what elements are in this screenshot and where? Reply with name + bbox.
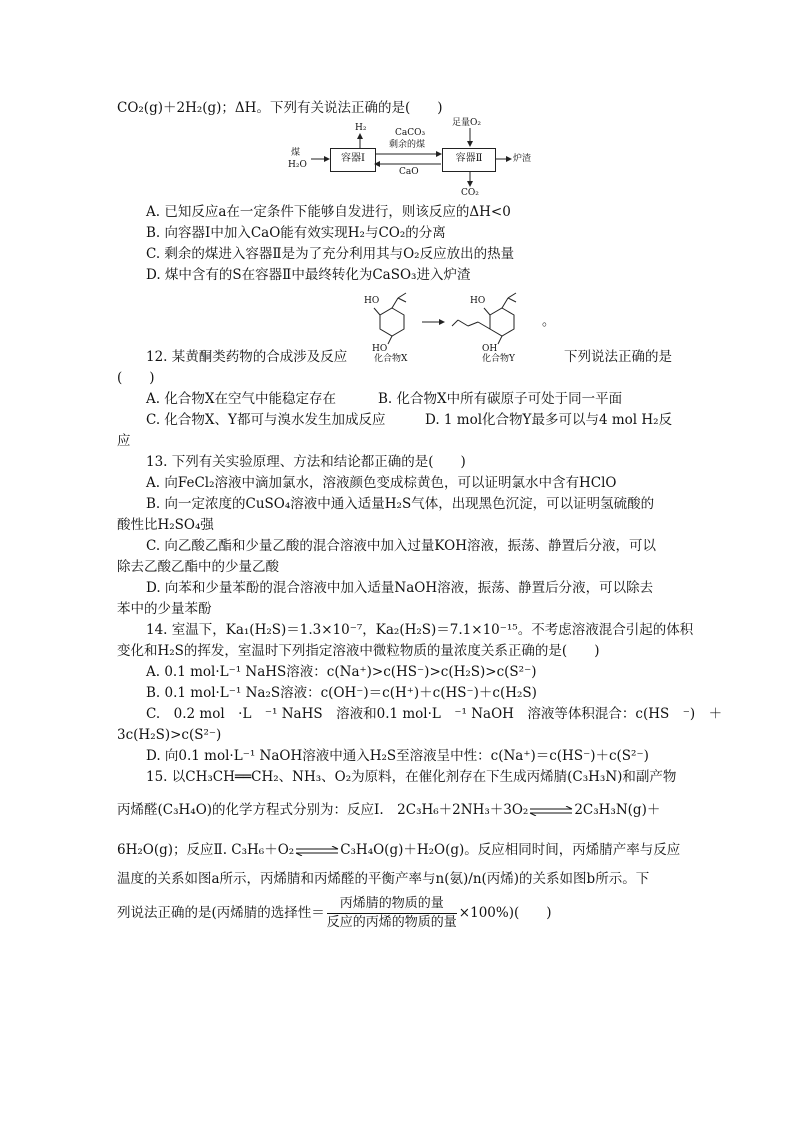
process-diagram <box>285 118 545 200</box>
caco3-label: CaCO₃ <box>395 128 426 138</box>
q14-stem-cont: 变化和H₂S的挥发，室温时下列指定溶液中微粒物质的量浓度关系正确的是( ) <box>117 643 600 659</box>
q15-line-5-right: ×100%)( ) <box>458 905 552 921</box>
co2-output: CO₂ <box>461 188 479 198</box>
label-compound-x: 化合物X <box>374 354 408 364</box>
q12-option-d: D. 1 mol化合物Y最多可以与4 mol H₂反 <box>425 412 673 428</box>
h2-output: H₂ <box>355 123 367 133</box>
q15-reaction-2-right: C₃H₄O(g)＋H₂O(g)。反应相同时间，丙烯腈产率与反应 <box>340 842 681 858</box>
q15-line-5-left: 列说法正确的是(丙烯腈的选择性＝ <box>117 905 325 921</box>
label-compound-y: 化合物Y <box>482 354 515 364</box>
q15-reaction-1 <box>117 800 660 820</box>
q15-reaction-1-right: 2C₃H₃N(g)＋ <box>574 802 661 818</box>
q12-option-a: A. 化合物X在空气中能稳定存在 <box>146 391 336 407</box>
q15-stem: 15. 以CH₃CH══CH₂、NH₃、O₂为原料，在催化剂存在下生成丙烯腈(C₃H₃N)和副产物 <box>146 769 677 785</box>
container-2: 容器Ⅱ <box>442 148 496 172</box>
reaction-scheme <box>352 286 562 364</box>
o2-input: 足量O₂ <box>452 118 481 128</box>
y-oh-bottom: OH <box>482 344 498 354</box>
q14-option-c-cont: 3c(H₂S)>c(S²⁻) <box>117 727 222 743</box>
q11-option-a: A. 已知反应a在一定条件下能够自发进行，则该反应的ΔH<0 <box>146 204 511 220</box>
q13-option-c: C. 向乙酸乙酯和少量乙酸的混合溶液中加入过量KOH溶液，振荡、静置后分液，可以 <box>146 538 656 554</box>
fraction-denominator: 反应的丙烯的物质的量 <box>326 915 457 930</box>
q14-option-d: D. 向0.1 mol·L⁻¹ NaOH溶液中通入H₂S至溶液呈中性：c(Na⁺)＝c(HS⁻)＋c(S²⁻) <box>146 748 649 764</box>
equilibrium-arrow <box>528 806 574 816</box>
q13-option-d-cont: 苯中的少量苯酚 <box>117 601 212 617</box>
cao-label: CaO <box>399 167 419 177</box>
q13-option-b: B. 向一定浓度的CuSO₄溶液中通入适量H₂S气体，出现黑色沉淀，可以证明氢硫酸的 <box>146 496 655 512</box>
q11-option-c: C. 剩余的煤进入容器Ⅱ是为了充分利用其与O₂反应放出的热量 <box>146 246 515 262</box>
q11-option-d: D. 煤中含有的S在容器Ⅱ中最终转化为CaSO₃进入炉渣 <box>146 267 471 283</box>
scheme-period: 。 <box>542 314 556 329</box>
q11-option-b: B. 向容器Ⅰ中加入CaO能有效实现H₂与CO₂的分离 <box>146 225 446 241</box>
q12-option-c: C. 化合物X、Y都可与溴水发生加成反应 <box>146 412 386 428</box>
q11-intro: CO₂(g)＋2H₂(g)；ΔH。下列有关说法正确的是( ) <box>117 100 443 116</box>
selectivity-fraction <box>327 895 457 932</box>
fraction-numerator: 丙烯腈的物质的量 <box>327 895 457 914</box>
q14-stem: 14. 室温下，Ka₁(H₂S)＝1.3×10⁻⁷，Ka₂(H₂S)＝7.1×10⁻¹⁵。不考虑溶液混合引起的体积 <box>146 622 694 638</box>
q15-line-4: 温度的关系如图a所示，丙烯腈和丙烯醛的平衡产率与n(氨)/n(丙烯)的关系如图b所示。下 <box>117 871 650 887</box>
x-ho-top: HO <box>364 296 380 306</box>
q13-option-a: A. 向FeCl₂溶液中滴加氯水，溶液颜色变成棕黄色，可以证明氯水中含有HClO <box>146 475 617 491</box>
q14-option-c: C. 0.2 mol ·L ⁻¹ NaHS 溶液和0.1 mol·L ⁻¹ NaOH 溶液等体积混合：c(HS ⁻) ＋ <box>146 706 723 722</box>
q13-stem: 13. 下列有关实验原理、方法和结论都正确的是( ) <box>146 454 466 470</box>
slag-output: 炉渣 <box>513 154 532 164</box>
q13-option-d: D. 向苯和少量苯酚的混合溶液中加入适量NaOH溶液，振荡、静置后分液，可以除去 <box>146 580 654 596</box>
q14-option-a: A. 0.1 mol·L⁻¹ NaHS溶液：c(Na⁺)>c(HS⁻)>c(H₂S)>c(S²⁻) <box>146 664 537 680</box>
q12-option-b: B. 化合物X中所有碳原子可处于同一平面 <box>378 391 623 407</box>
leftover-coal-label: 剩余的煤 <box>389 140 426 150</box>
q12-option-d-cont: 应 <box>117 433 131 449</box>
y-ho-top: HO <box>470 296 486 306</box>
q12-stem: 12. 某黄酮类药物的合成涉及反应 <box>146 349 348 365</box>
container-1: 容器Ⅰ <box>330 148 376 172</box>
q13-option-b-cont: 酸性比H₂SO₄强 <box>117 517 214 533</box>
q15-reaction-2 <box>117 840 680 860</box>
q12-stem-b: 下列说法正确的是 <box>564 349 672 365</box>
q15-reaction-1-left: 丙烯醛(C₃H₄O)的化学方程式分别为：反应Ⅰ. 2C₃H₆＋2NH₃＋3O₂ <box>117 802 529 818</box>
q13-option-c-cont: 除去乙酸乙酯中的少量乙酸 <box>117 559 279 575</box>
q12-stem-c: ( ) <box>117 370 155 386</box>
q15-selectivity-line <box>117 893 552 933</box>
equilibrium-arrow <box>294 846 340 856</box>
coal-input: 煤 <box>291 148 301 158</box>
q14-option-b: B. 0.1 mol·L⁻¹ Na₂S溶液：c(OH⁻)＝c(H⁺)＋c(HS⁻)＋c(H₂S) <box>146 685 537 701</box>
x-ho-bottom: HO <box>372 344 388 354</box>
water-input: H₂O <box>288 160 307 170</box>
q15-reaction-2-left: 6H₂O(g)；反应Ⅱ. C₃H₆＋O₂ <box>117 842 295 858</box>
